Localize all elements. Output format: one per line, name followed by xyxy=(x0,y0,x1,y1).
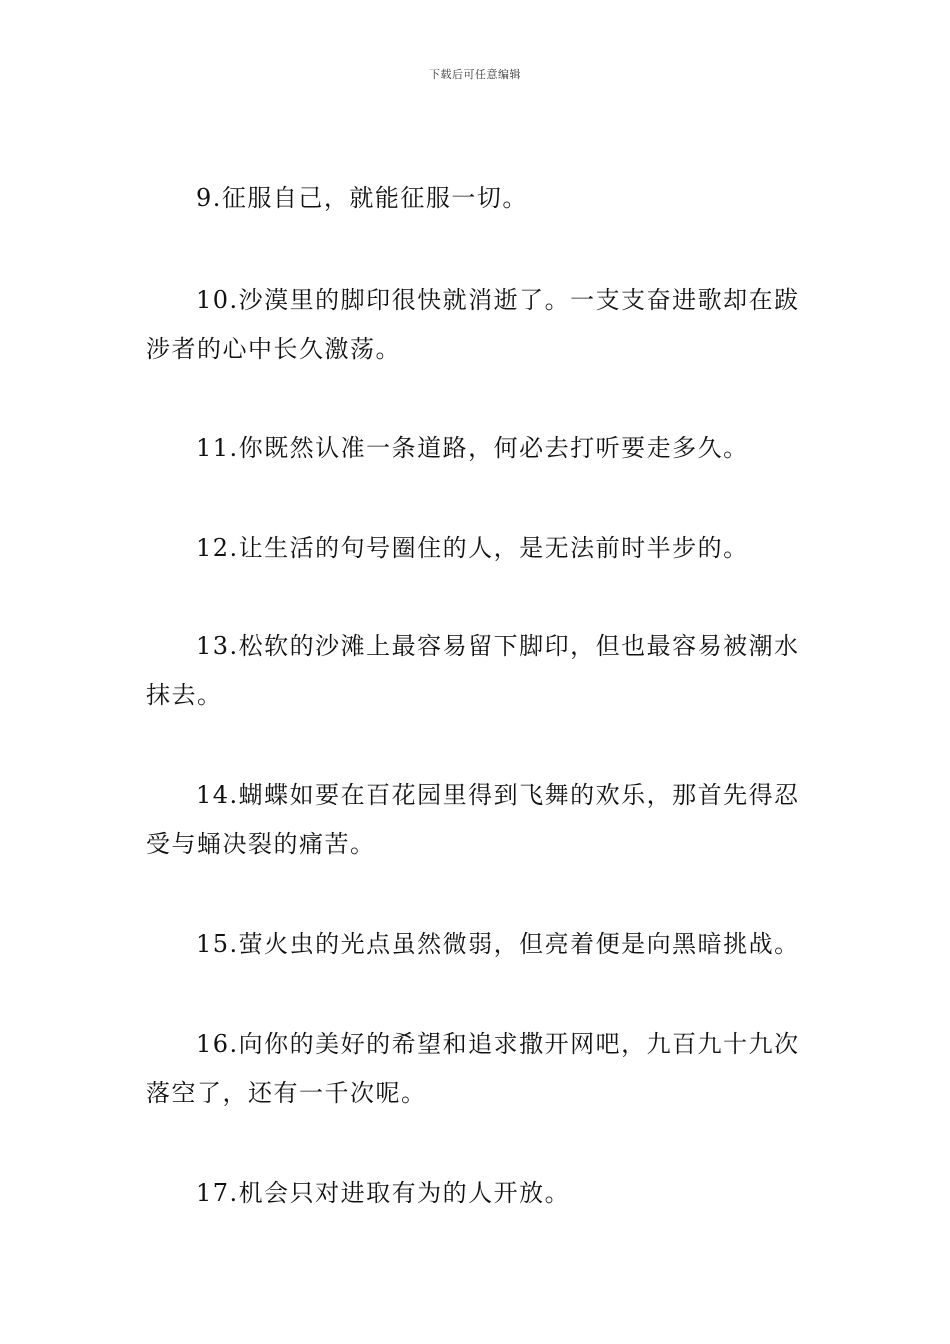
list-item: 9.征服自己，就能征服一切。 xyxy=(196,184,528,212)
list-item: 12.让生活的句号圈住的人，是无法前时半步的。 xyxy=(196,534,749,562)
list-item: 10.沙漠里的脚印很快就消逝了。一支支奋进歌却在跋涉者的心中长久激荡。 xyxy=(146,286,800,363)
list-item: 15.萤火虫的光点虽然微弱，但亮着便是向黑暗挑战。 xyxy=(196,930,800,958)
list-item: 13.松软的沙滩上最容易留下脚印，但也最容易被潮水抹去。 xyxy=(146,632,800,709)
list-item: 14.蝴蝶如要在百花园里得到飞舞的欢乐，那首先得忍受与蛹决裂的痛苦。 xyxy=(146,781,800,858)
list-item: 11.你既然认准一条道路，何必去打听要走多久。 xyxy=(196,434,749,462)
page-header: 下载后可任意编辑 xyxy=(429,68,521,81)
list-item: 16.向你的美好的希望和追求撒开网吧，九百九十九次落空了，还有一千次呢。 xyxy=(146,1030,800,1107)
list-item: 17.机会只对进取有为的人开放。 xyxy=(196,1179,571,1207)
